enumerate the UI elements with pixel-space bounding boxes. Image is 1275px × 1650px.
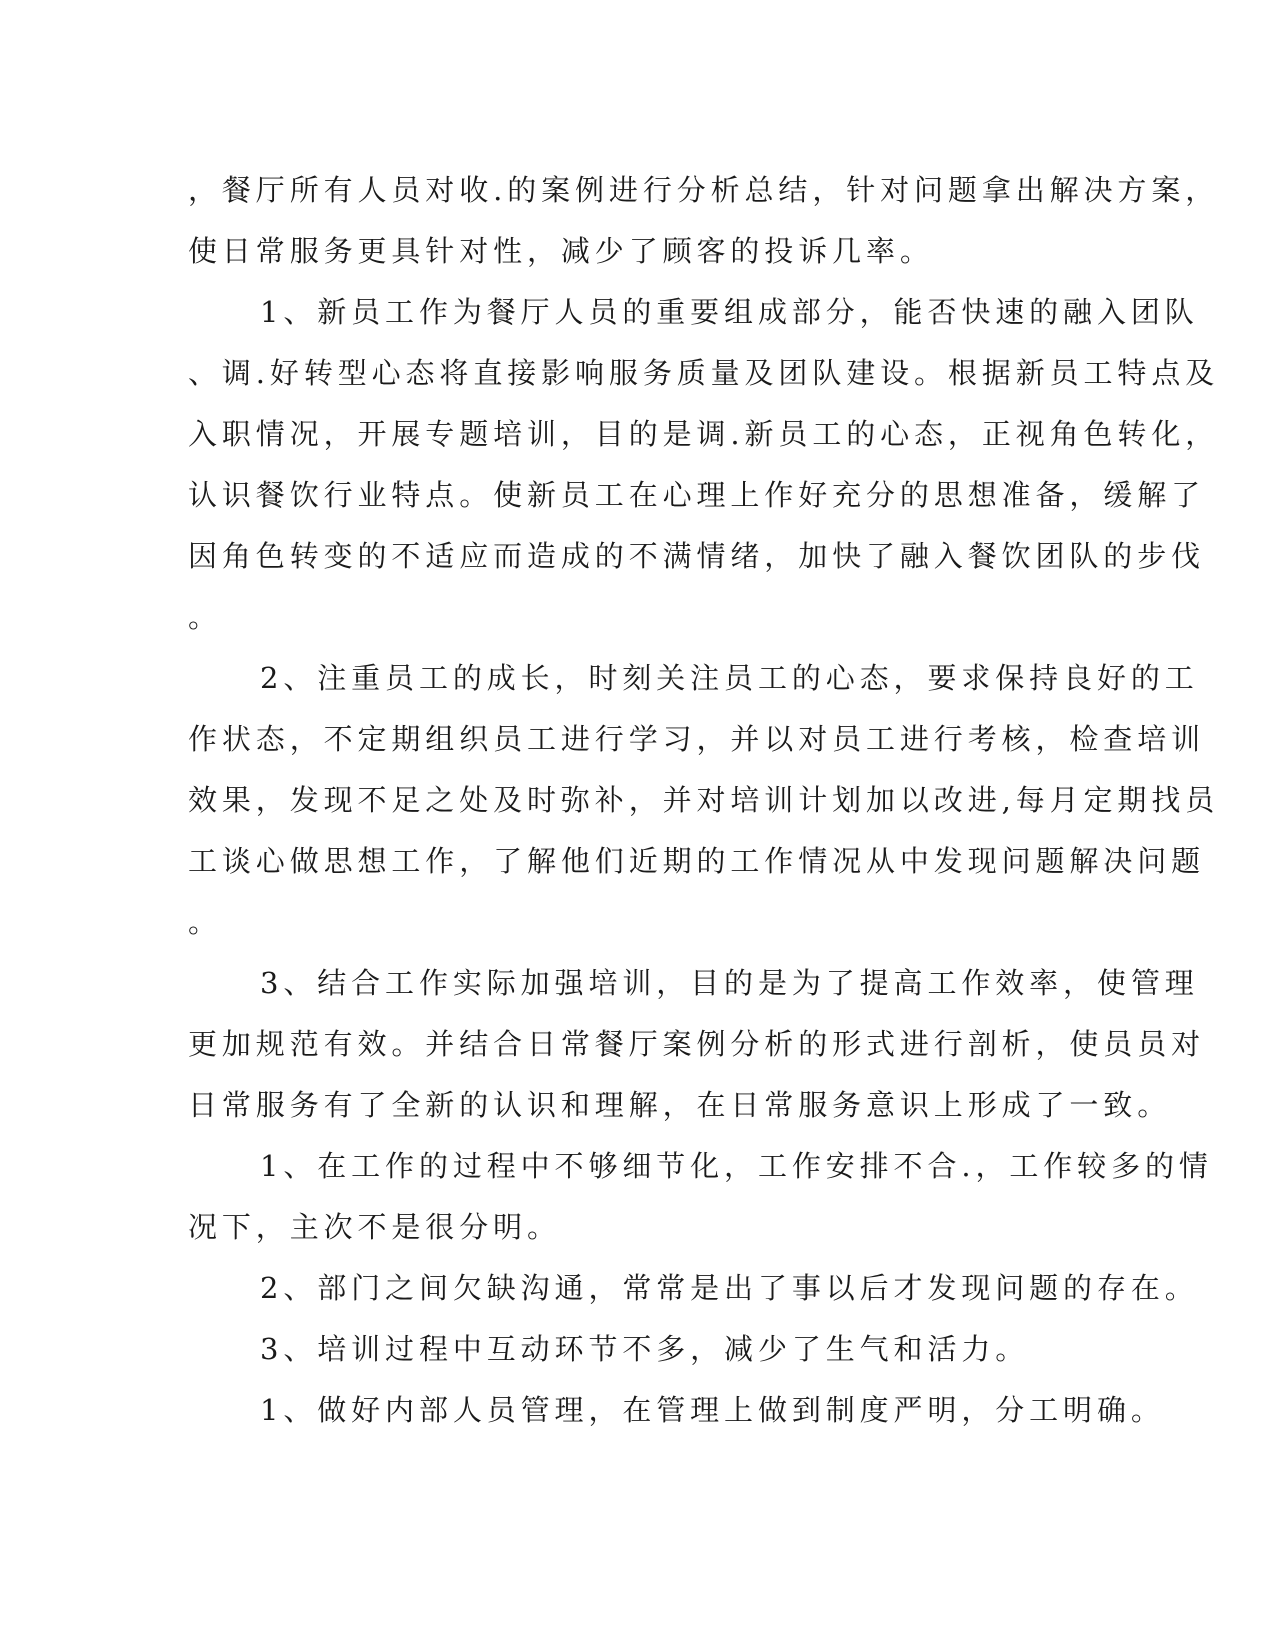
text-line: 工谈心做思想工作，了解他们近期的工作情况从中发现问题解决问题	[188, 844, 1206, 878]
text-line: 作状态，不定期组织员工进行学习，并以对员工进行考核，检查培训	[188, 722, 1206, 756]
text-line: 3、结合工作实际加强培训，目的是为了提高工作效率，使管理	[260, 966, 1199, 1000]
text-line: 、调.好转型心态将直接影响服务质量及团队建设。根据新员工特点及	[188, 356, 1220, 390]
text-line: ，餐厅所有人员对收.的案例进行分析总结，针对问题拿出解决方案，	[188, 173, 1220, 207]
text-line: 1、做好内部人员管理，在管理上做到制度严明，分工明确。	[260, 1393, 1165, 1427]
text-line: 2、部门之间欠缺沟通，常常是出了事以后才发现问题的存在。	[260, 1271, 1199, 1305]
text-line: 更加规范有效。并结合日常餐厅案例分析的形式进行剖析，使员员对	[188, 1027, 1206, 1061]
text-line: 3、培训过程中互动环节不多，减少了生气和活力。	[260, 1332, 1030, 1366]
text-line: 1、在工作的过程中不够细节化，工作安排不合.，工作较多的情	[260, 1149, 1213, 1183]
text-line: 认识餐饮行业特点。使新员工在心理上作好充分的思想准备，缓解了	[188, 478, 1206, 512]
text-line: 。	[188, 905, 222, 939]
text-line: 况下，主次不是很分明。	[188, 1210, 561, 1244]
text-line: 2、注重员工的成长，时刻关注员工的心态，要求保持良好的工	[260, 661, 1199, 695]
text-line: 使日常服务更具针对性，减少了顾客的投诉几率。	[188, 234, 934, 268]
text-line: 效果，发现不足之处及时弥补，并对培训计划加以改进,每月定期找员	[188, 783, 1220, 817]
text-line: 因角色转变的不适应而造成的不满情绪，加快了融入餐饮团队的步伐	[188, 539, 1206, 573]
text-line: 。	[188, 600, 222, 634]
text-line: 入职情况，开展专题培训，目的是调.新员工的心态，正视角色转化，	[188, 417, 1220, 451]
text-line: 1、新员工作为餐厅人员的重要组成部分，能否快速的融入团队	[260, 295, 1199, 329]
text-line: 日常服务有了全新的认识和理解，在日常服务意识上形成了一致。	[188, 1088, 1172, 1122]
document-body	[188, 160, 1220, 1441]
